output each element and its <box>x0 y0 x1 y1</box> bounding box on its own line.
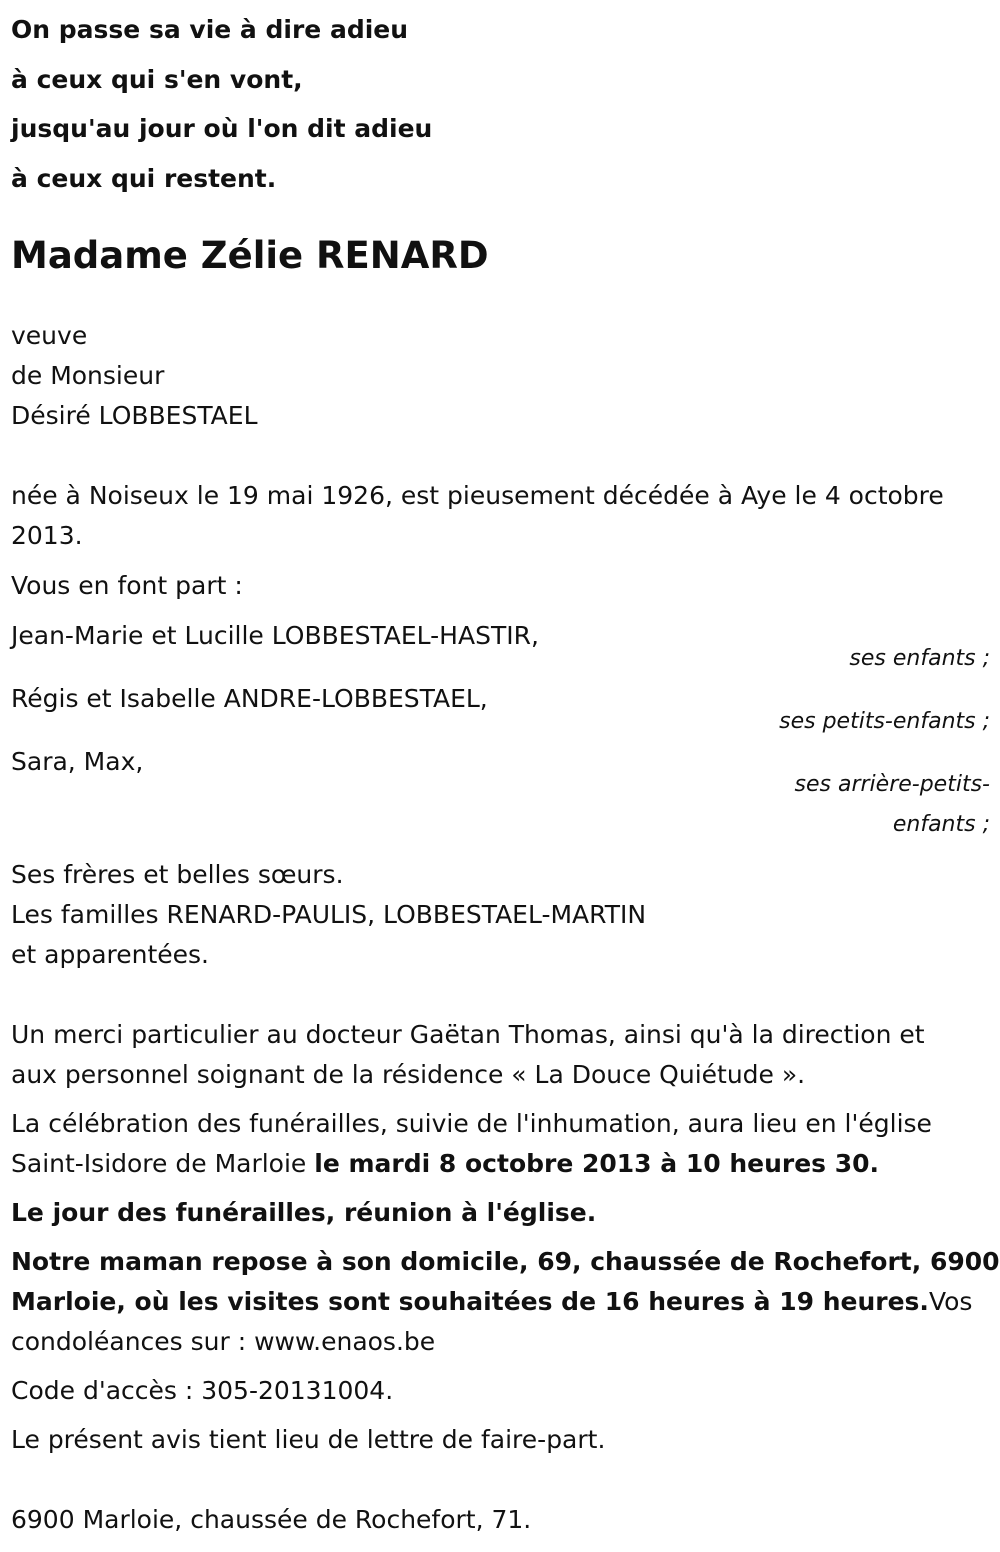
announce <box>11 566 990 606</box>
poem-line: On passe sa vie à dire adieu <box>11 15 409 44</box>
announce-text: Vous en font part : <box>11 571 243 600</box>
spouse-line: veuve <box>11 321 88 350</box>
rest-visits: Marloie, où les visites sont souhaitées de 16 heures à 19 heures. <box>11 1287 929 1316</box>
role-line: ses enfants ; <box>849 646 990 671</box>
notice-text: Le présent avis tient lieu de lettre de faire-part. <box>11 1425 606 1454</box>
meeting-block <box>11 1193 990 1233</box>
family-role <box>11 765 990 845</box>
meeting-text: Le jour des funérailles, réunion à l'église. <box>11 1198 597 1227</box>
thanks-block <box>11 1015 990 1095</box>
family-names: Jean-Marie et Lucille LOBBESTAEL-HASTIR, <box>11 621 539 650</box>
deceased-name: Madame Zélie RENARD <box>11 234 489 277</box>
relatives-line: et apparentées. <box>11 940 209 969</box>
poem <box>11 5 990 203</box>
address-text: 6900 Marloie, chaussée de Rochefort, 71. <box>11 1505 532 1534</box>
family-children <box>11 616 990 679</box>
poem-line: à ceux qui restent. <box>11 163 277 193</box>
relatives-block <box>11 855 990 975</box>
ceremony-place: Saint-Isidore de Marloie <box>11 1149 315 1178</box>
spouse-block <box>11 316 990 436</box>
birth-death-line: 2013. <box>11 521 83 550</box>
role-line: enfants ; <box>892 812 990 837</box>
family-names: Régis et Isabelle ANDRE-LOBBESTAEL, <box>11 684 488 713</box>
role-line: ses petits-enfants ; <box>779 709 990 734</box>
ceremony-date: le mardi 8 octobre 2013 à 10 heures 30. <box>314 1149 880 1178</box>
birth-death-block <box>11 476 990 556</box>
spouse-line: de Monsieur <box>11 361 165 390</box>
family-great-grandchildren <box>11 742 990 845</box>
birth-death-line: née à Noiseux le 19 mai 1926, est pieusement décédée à Aye le 4 octobre <box>11 481 944 510</box>
access-code-block <box>11 1371 990 1411</box>
thanks-line: aux personnel soignant de la résidence « La Douce Quiétude ». <box>11 1060 806 1089</box>
rest-vos: Vos <box>928 1287 973 1316</box>
relatives-line: Ses frères et belles sœurs. <box>11 860 344 889</box>
family-grandchildren <box>11 679 990 742</box>
relatives-line: Les familles RENARD-PAULIS, LOBBESTAEL-MARTIN <box>11 900 647 929</box>
rest-line: Notre maman repose à son domicile, 69, chaussée de Rochefort, 6900 <box>11 1247 1000 1276</box>
poem-line: jusqu'au jour où l'on dit adieu <box>11 114 433 143</box>
spouse-line: Désiré LOBBESTAEL <box>11 401 258 430</box>
access-code: Code d'accès : 305-20131004. <box>11 1376 394 1405</box>
rest-block <box>11 1242 1000 1362</box>
ceremony-block <box>11 1104 990 1184</box>
thanks-line: Un merci particulier au docteur Gaëtan Thomas, ainsi qu'à la direction et <box>11 1020 925 1049</box>
poem-line: à ceux qui s'en vont, <box>11 64 303 94</box>
notice-block <box>11 1420 990 1460</box>
ceremony-line <box>11 1144 990 1184</box>
address-block <box>11 1500 990 1540</box>
rest-line <box>11 1282 990 1322</box>
condolences-line: condoléances sur : www.enaos.be <box>11 1327 436 1356</box>
ceremony-line: La célébration des funérailles, suivie de l'inhumation, aura lieu en l'église <box>11 1109 932 1138</box>
role-line: ses arrière-petits- <box>794 772 990 797</box>
family-names: Sara, Max, <box>11 747 144 776</box>
